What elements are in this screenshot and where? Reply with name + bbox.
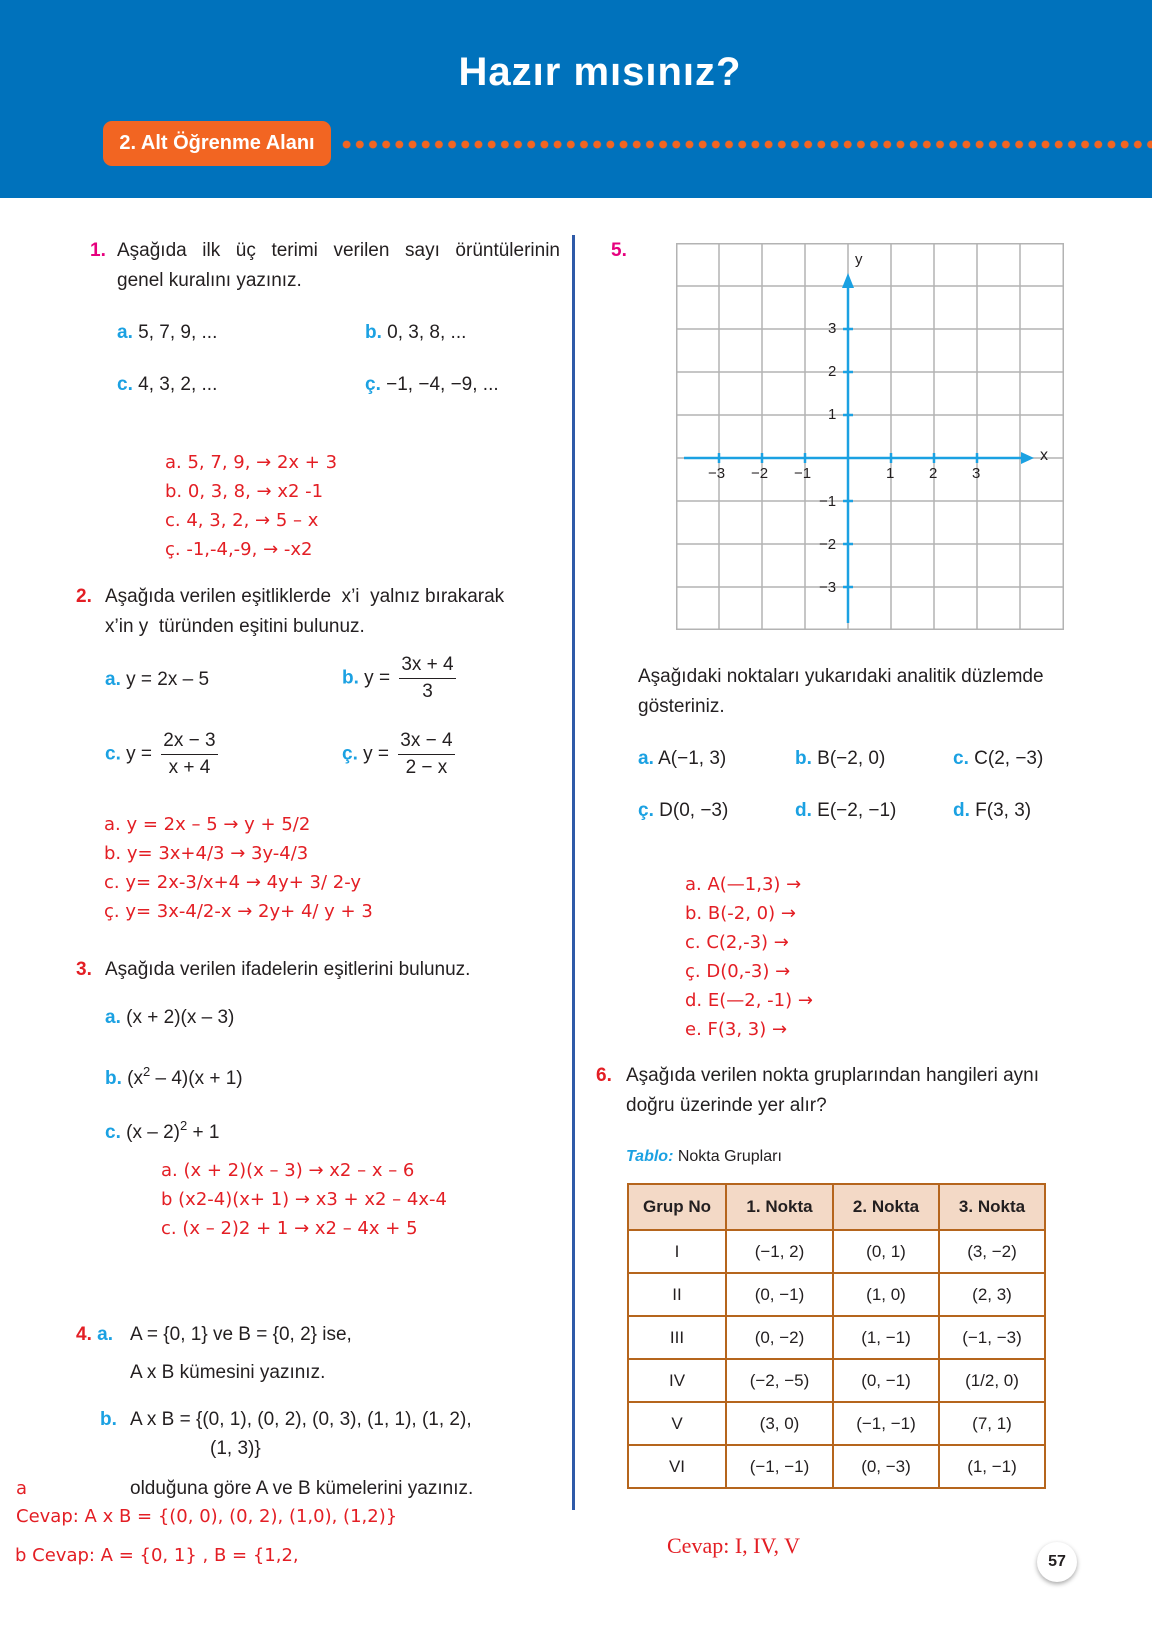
cell: I [628, 1230, 726, 1273]
cell: VI [628, 1445, 726, 1488]
cell: V [628, 1402, 726, 1445]
y-tick: −3 [819, 579, 837, 596]
q4-number: 4. a. [76, 1324, 113, 1345]
q3-answer-c: c. (x – 2)2 + 1 → x2 – 4x + 5 [161, 1218, 418, 1239]
cell: II [628, 1273, 726, 1316]
q1-item-a: a. 5, 7, 9, ... [117, 322, 218, 343]
q5-answer-c: c. C(2,-3) → [685, 932, 789, 953]
q4-a-line1: A = {0, 1} ve B = {0, 2} ise, [130, 1324, 352, 1345]
cell: (3, −2) [939, 1230, 1045, 1273]
cell: (0, −2) [726, 1316, 833, 1359]
q2-answer-cc: ç. y= 3x-4/2-x → 2y+ 4/ y + 3 [104, 901, 373, 922]
q1-text-line1: Aşağıda ilk üç terimi verilen sayı örüntülerinin [117, 240, 560, 261]
q3-answers [161, 1156, 447, 1243]
q2-item-a: a. y = 2x – 5 [105, 669, 210, 690]
q3-item-a: a. (x + 2)(x – 3) [105, 1007, 235, 1028]
q3-answer-b: b (x2-4)(x+ 1) → x3 + x2 – 4x-4 [161, 1189, 447, 1210]
table-row [628, 1273, 1045, 1316]
q5-point-cc: ç. D(0, −3) [638, 800, 729, 821]
y-tick: 1 [828, 406, 837, 423]
q5-number: 5. [611, 240, 627, 261]
q4-b-label: b. [100, 1409, 117, 1430]
page-number: 57 [1037, 1542, 1077, 1582]
fraction: $\frac{3x - 4}{2 - x}$ [400, 730, 453, 778]
q6-text-line2: doğru üzerinde yer alır? [626, 1095, 827, 1116]
q6-text-line1: Aşağıda verilen nokta gruplarından hangileri aynı [626, 1065, 1039, 1086]
fraction: $\frac{2x - 3}{x + 4}$ [163, 730, 216, 778]
y-tick: 2 [828, 363, 837, 380]
cell: (0, −3) [833, 1445, 939, 1488]
q2-text-line1: Aşağıda verilen eşitliklerde x’i yalnız bırakarak [105, 586, 505, 607]
q1-answer-cc: ç. -1,-4,-9, → -x2 [165, 539, 313, 560]
cell: IV [628, 1359, 726, 1402]
q5-answer-a: a. A(—1,3) → [685, 874, 802, 895]
cell: III [628, 1316, 726, 1359]
cell: (1, −1) [833, 1316, 939, 1359]
q3-item-b: b. $(x^2 - 4)(x + 1)$ [105, 1064, 243, 1089]
x-tick: −1 [794, 465, 812, 482]
cell: (1/2, 0) [939, 1359, 1045, 1402]
q3-text: Aşağıda verilen ifadelerin eşitlerini bulunuz. [105, 959, 471, 980]
table-row [628, 1445, 1045, 1488]
q1-item-b: b. 0, 3, 8, ... [365, 322, 467, 343]
q4-answer-b: b Cevap: A = {0, 1} , B = {1,2, [15, 1545, 299, 1566]
q1-item-c: c. 4, 3, 2, ... [117, 374, 218, 395]
y-tick: −1 [819, 493, 837, 510]
q5-point-a: a. A(−1, 3) [638, 748, 727, 769]
column-divider [572, 235, 575, 1510]
cell: (−1, 2) [726, 1230, 833, 1273]
cell: (−2, −5) [726, 1359, 833, 1402]
cell: (7, 1) [939, 1402, 1045, 1445]
x-tick: 1 [886, 465, 895, 482]
y-tick: −2 [819, 536, 837, 553]
table-header-row [628, 1184, 1045, 1230]
cell: (0, −1) [726, 1273, 833, 1316]
q1-text-line2: genel kuralını yazınız. [117, 270, 302, 291]
q1-number: 1. [90, 240, 106, 261]
q3-item-c: c. (x – 2)$^2$ + 1 [105, 1118, 220, 1143]
points-table [627, 1183, 1046, 1489]
coordinate-plane [676, 243, 1064, 630]
q2-answer-b: b. y= 3x+4/3 → 3y-4/3 [104, 843, 309, 864]
q5-answers [685, 870, 813, 1044]
q4-answer-a: Cevap: A x B = {(0, 0), (0, 2), (1,0), (1,2)} [16, 1506, 398, 1527]
q4-b-line3: olduğuna göre A ve B kümelerini yazınız. [130, 1478, 474, 1499]
q2-text-line2: x’in y türünden eşitini bulunuz. [105, 616, 365, 637]
q1-answer-b: b. 0, 3, 8, → x2 -1 [165, 481, 324, 502]
table-row [628, 1316, 1045, 1359]
col-header: 3. Nokta [939, 1184, 1045, 1230]
table-row [628, 1359, 1045, 1402]
q5-point-d2: d. F(3, 3) [953, 800, 1032, 821]
q5-text-line1: Aşağıdaki noktaları yukarıdaki analitik düzlemde [638, 666, 1044, 687]
table-row [628, 1230, 1045, 1273]
q4-answer-marker-a: a [16, 1478, 28, 1499]
cell: (0, −1) [833, 1359, 939, 1402]
q5-point-d: d. E(−2, −1) [795, 800, 897, 821]
x-tick: 2 [929, 465, 938, 482]
q2-answer-a: a. y = 2x – 5 → y + 5/2 [104, 814, 311, 835]
cell: (−1, −1) [726, 1445, 833, 1488]
col-header: 2. Nokta [833, 1184, 939, 1230]
q6-number: 6. [596, 1065, 612, 1086]
q1-item-cc: ç. −1, −4, −9, ... [365, 374, 499, 395]
cell: (2, 3) [939, 1273, 1045, 1316]
table-caption: Tablo: Nokta Grupları [626, 1148, 782, 1165]
q3-number: 3. [76, 959, 92, 980]
q2-item-b: b. y = $\frac{3x + 4}{3}$ [342, 652, 456, 705]
cell: (−1, −3) [939, 1316, 1045, 1359]
cell: (−1, −1) [833, 1402, 939, 1445]
q2-item-cc: ç. y = $\frac{3x - 4}{2 - x}$ [342, 728, 455, 781]
q4-b-line1: A x B = {(0, 1), (0, 2), (0, 3), (1, 1), (1, 2), [130, 1409, 472, 1430]
col-header: 1. Nokta [726, 1184, 833, 1230]
q2-answers [104, 810, 373, 926]
q2-number: 2. [76, 586, 92, 607]
q4-a-line2: A x B kümesini yazınız. [130, 1362, 326, 1383]
q5-point-b: b. B(−2, 0) [795, 748, 886, 769]
x-tick: −3 [708, 465, 726, 482]
q3-answer-a: a. (x + 2)(x – 3) → x2 – x – 6 [161, 1160, 415, 1181]
q6-answer: Cevap: I, IV, V [667, 1533, 801, 1558]
q4-b-line2: (1, 3)} [210, 1438, 261, 1459]
x-axis-label: x [1040, 447, 1048, 464]
section-pill: 2. Alt Öğrenme Alanı [103, 121, 331, 166]
cell: (0, 1) [833, 1230, 939, 1273]
page-title: Hazır mısınız? [458, 50, 742, 94]
q2-item-c: c. y = $\frac{2x - 3}{x + 4}$ [105, 728, 218, 781]
q5-answer-d: d. E(—2, -1) → [685, 990, 813, 1011]
table-row [628, 1402, 1045, 1445]
q5-answer-b: b. B(-2, 0) → [685, 903, 796, 924]
dotted-rule [340, 140, 1152, 149]
q5-answer-cc: ç. D(0,-3) → [685, 961, 791, 982]
x-tick: −2 [751, 465, 769, 482]
y-tick: 3 [828, 320, 837, 337]
cell: (1, 0) [833, 1273, 939, 1316]
col-header: Grup No [628, 1184, 726, 1230]
cell: (3, 0) [726, 1402, 833, 1445]
fraction: $\frac{3x + 4}{3}$ [401, 654, 454, 702]
cell: (1, −1) [939, 1445, 1045, 1488]
q2-answer-c: c. y= 2x-3/x+4 → 4y+ 3/ 2-y [104, 872, 362, 893]
q1-answers [165, 448, 337, 564]
q5-text-line2: gösteriniz. [638, 696, 725, 717]
q5-answer-e: e. F(3, 3) → [685, 1019, 788, 1040]
q1-answer-c: c. 4, 3, 2, → 5 – x [165, 510, 319, 531]
x-tick: 3 [972, 465, 981, 482]
y-axis-label: y [855, 251, 863, 268]
q1-answer-a: a. 5, 7, 9, → 2x + 3 [165, 452, 338, 473]
q5-point-c: c. C(2, −3) [953, 748, 1044, 769]
header-banner [0, 0, 1152, 198]
